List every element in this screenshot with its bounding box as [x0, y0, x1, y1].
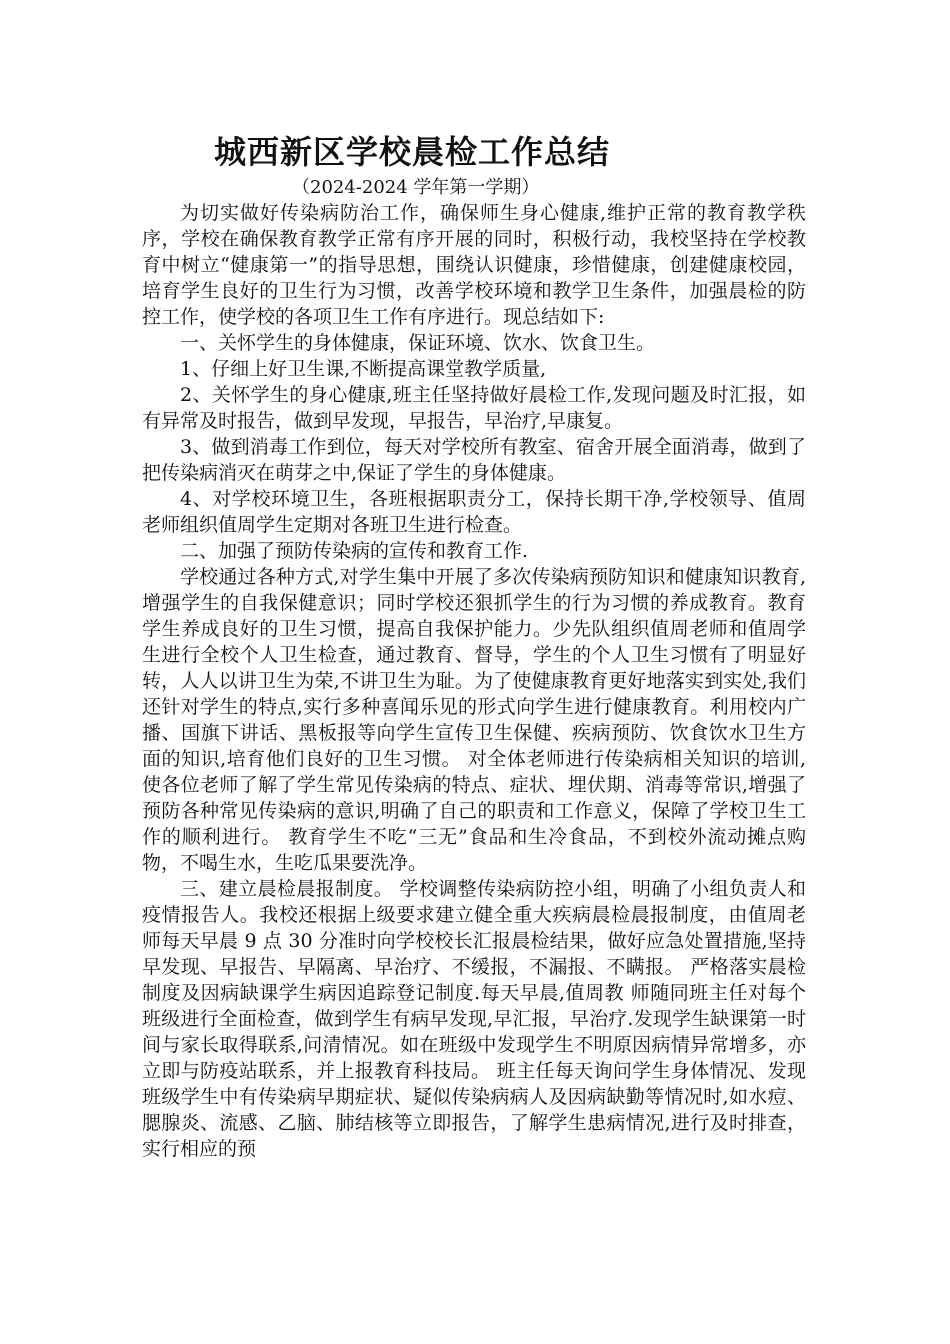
document-page [142, 128, 806, 1162]
list-item-2: 2、关怀学生的身心健康,班主任坚持做好晨检工作,发现问题及时汇报，如有异常及时报告，做到早发现，早报告，早治疗,早康复。 [142, 384, 806, 432]
document-subtitle: （2024-2024 学年第一学期） [292, 177, 540, 198]
list-item-1: 1、仔细上好卫生课,不断提高课堂教学质量, [180, 358, 547, 380]
section-heading-1: 一、关怀学生的身体健康，保证环境、饮水、饮食卫生。 [180, 332, 656, 354]
list-item-4: 4、对学校环境卫生，各班根据职责分工，保持长期干净,学校领导、值周老师组织值周学生定期对各班卫生进行检查。 [142, 488, 806, 536]
section-heading-2: 二、加强了预防传染病的宣传和教育工作. [180, 540, 529, 562]
section-2-body: 学校通过各种方式,对学生集中开展了多次传染病预防知识和健康知识教育,增强学生的自我保健意识；同时学校还狠抓学生的行为习惯的养成教育。教育学生养成良好的卫生习惯，提高自我保护能力。少先队组织值周老师和值周学生进行全校个人卫生检查，通过教育、督导，学生的个人卫生习惯有了明显好转，人人以讲卫生为荣,不讲卫生为耻。为了使健康教育更好地落实到实处,我们还针对学生的特点,实行多种喜闻乐见的形式向学生进行健康教育。利用校内广播、国旗下讲话、黑板报等向学生宣传卫生保健、疾病预防、饮食饮水卫生方面的知识,培育他们良好的卫生习惯。 对全体老师进行传染病相关知识的培训,使各位老师了解了学生常见传染病的特点、症状、埋伏期、消毒等常识,增强了预防各种常见传染病的意识,明确了自己的职责和工作意义，保障了学校卫生工作的顺利进行。 教育学生不吃“三无”食品和生冷食品，不到校外流动摊点购物，不喝生水，生吃瓜果要洗净。 [142, 566, 806, 874]
document-title: 城西新区学校晨检工作总结 [214, 133, 611, 171]
section-3-body: 三、建立晨检晨报制度。 学校调整传染病防控小组，明确了小组负责人和疫情报告人。我校还根据上级要求建立健全重大疾病晨检晨报制度，由值周老师每天早晨 9 点 30 分准时向学校校长汇报晨检结果，做好应急处置措施,坚持早发现、早报告、早隔离、早治疗、不缓报，不漏报、不瞒报。 严格落实晨检制度及因病缺课学生病因追踪登记制度.每天早晨,值周教 师随同班主任对每个班级进行全面检查，做到学生有病早发现,早汇报，早治疗.发现学生缺课第一时间与家长取得联系,问清情况。如在班级中发现学生不明原因病情异常增多，亦立即与防疫站联系，并上报教育科技局。 班主任每天询问学生身体情况、发现班级学生中有传染病早期症状、疑似传染病病人及因病缺勤等情况时,如水痘、腮腺炎、流感、乙脑、肺结核等立即报告，了解学生患病情况,进行及时排查，实行相应的预 [142, 878, 806, 1160]
list-item-3: 3、做到消毒工作到位，每天对学校所有教室、宿舍开展全面消毒，做到了把传染病消灭在萌芽之中,保证了学生的身体健康。 [142, 436, 806, 484]
intro-paragraph: 为切实做好传染病防治工作，确保师生身心健康,维护正常的教育教学秩序，学校在确保教育教学正常有序开展的同时，积极行动，我校坚持在学校教育中树立“健康第一”的指导思想，围绕认识健康，珍惜健康，创建健康校园，培育学生良好的卫生行为习惯，改善学校环境和教学卫生条件，加强晨检的防控工作，使学校的各项卫生工作有序进行。现总结如下: [142, 202, 806, 328]
